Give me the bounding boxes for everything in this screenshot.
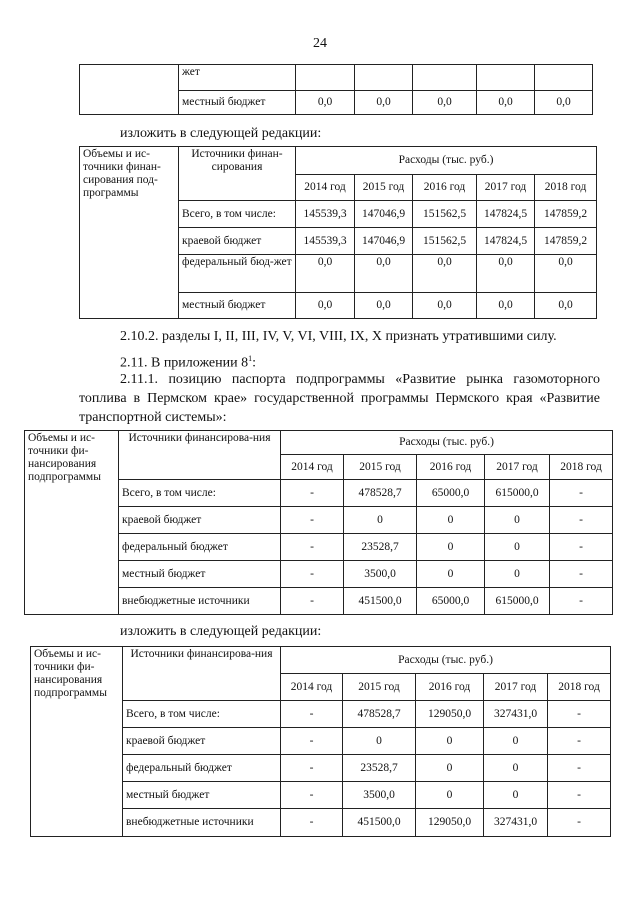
sources-header: Источники финансирова-ния	[123, 647, 281, 701]
superscript: 1	[248, 354, 253, 363]
intro-text-2: изложить в следующей редакции:	[120, 624, 322, 639]
value-cell: 0	[416, 755, 484, 782]
value-cell: 451500,0	[343, 809, 416, 837]
value-cell: 0	[344, 507, 417, 534]
value-cell: 0,0	[296, 255, 355, 293]
value-cell: 147824,5	[477, 201, 535, 228]
value-cell: 145539,3	[296, 228, 355, 255]
sources-header: Источники финан-сирования	[179, 147, 296, 201]
row-label: местный бюджет	[179, 91, 296, 115]
value-cell: 0	[485, 561, 550, 588]
year-header: 2015 год	[355, 175, 413, 201]
value-cell: -	[281, 588, 344, 615]
value-cell: -	[550, 480, 613, 507]
value-cell: 0	[484, 782, 548, 809]
row-label: краевой бюджет	[119, 507, 281, 534]
value-cell: 147859,2	[535, 228, 597, 255]
value-cell: 0,0	[477, 255, 535, 293]
value-cell: 327431,0	[484, 809, 548, 837]
value-cell: -	[281, 534, 344, 561]
value-cell: 129050,0	[416, 809, 484, 837]
value-cell: 0	[416, 782, 484, 809]
row-label: Всего, в том числе:	[179, 201, 296, 228]
year-header: 2018 год	[550, 455, 613, 480]
value-cell: 0,0	[296, 293, 355, 319]
value-cell: 0	[417, 507, 485, 534]
table-financing-old-2	[24, 430, 613, 615]
row-label: Всего, в том числе:	[119, 480, 281, 507]
year-header: 2016 год	[417, 455, 485, 480]
value-cell	[355, 65, 413, 91]
value-cell: 0	[484, 755, 548, 782]
value-cell: 147859,2	[535, 201, 597, 228]
year-header: 2018 год	[535, 175, 597, 201]
value-cell: 147824,5	[477, 228, 535, 255]
value-cell: 0,0	[355, 255, 413, 293]
row-label: Всего, в том числе:	[123, 701, 281, 728]
year-header: 2016 год	[413, 175, 477, 201]
row-label: краевой бюджет	[179, 228, 296, 255]
row-label: федеральный бюджет	[119, 534, 281, 561]
year-header: 2015 год	[344, 455, 417, 480]
intro-text-1: изложить в следующей редакции:	[120, 126, 322, 141]
table-financing-new-3	[30, 646, 611, 837]
row-label: федеральный бюд-жет	[179, 255, 296, 293]
year-header: 2018 год	[548, 674, 611, 701]
value-cell: 65000,0	[417, 480, 485, 507]
para-2-11-colon: :	[252, 355, 257, 371]
value-cell: 0	[417, 534, 485, 561]
value-cell: 478528,7	[343, 701, 416, 728]
value-cell: 129050,0	[416, 701, 484, 728]
row-label: местный бюджет	[179, 293, 296, 319]
value-cell: -	[550, 534, 613, 561]
value-cell: 0,0	[477, 91, 535, 115]
value-cell: 615000,0	[485, 588, 550, 615]
expenses-header: Расходы (тыс. руб.)	[281, 431, 613, 455]
section-header: Объемы и ис-точники финан-сирования под-программы	[80, 147, 179, 319]
value-cell: 0	[416, 728, 484, 755]
year-header: 2015 год	[343, 674, 416, 701]
empty-cell	[80, 65, 179, 115]
value-cell: 0,0	[413, 255, 477, 293]
value-cell: -	[548, 809, 611, 837]
value-cell: -	[281, 809, 343, 837]
value-cell: -	[281, 782, 343, 809]
value-cell: 65000,0	[417, 588, 485, 615]
value-cell: -	[548, 728, 611, 755]
year-header: 2017 год	[485, 455, 550, 480]
year-header: 2014 год	[296, 175, 355, 201]
value-cell: -	[548, 701, 611, 728]
value-cell: 0	[417, 561, 485, 588]
value-cell	[535, 65, 593, 91]
value-cell: -	[548, 755, 611, 782]
expenses-header: Расходы (тыс. руб.)	[296, 147, 597, 175]
page-number: 24	[313, 36, 327, 51]
value-cell	[477, 65, 535, 91]
value-cell: -	[550, 507, 613, 534]
value-cell: 451500,0	[344, 588, 417, 615]
row-label: местный бюджет	[119, 561, 281, 588]
value-cell: 0,0	[355, 293, 413, 319]
value-cell: -	[281, 480, 344, 507]
year-header: 2017 год	[484, 674, 548, 701]
value-cell: 0,0	[413, 293, 477, 319]
value-cell	[413, 65, 477, 91]
table-header-row	[80, 147, 597, 175]
value-cell: -	[550, 561, 613, 588]
para-2-11-text: 2.11. В приложении 8	[120, 355, 249, 371]
value-cell: 23528,7	[344, 534, 417, 561]
row-label: федеральный бюджет	[123, 755, 281, 782]
value-cell: 0,0	[535, 255, 597, 293]
section-header: Объемы и ис-точники фи-нансирования подпрограммы	[25, 431, 119, 615]
section-header: Объемы и ис-точники фи-нансирования подпрограммы	[31, 647, 123, 837]
value-cell: 151562,5	[413, 201, 477, 228]
row-label: внебюджетные источники	[123, 809, 281, 837]
value-cell	[296, 65, 355, 91]
value-cell: 0,0	[413, 91, 477, 115]
table-continuation	[79, 64, 593, 115]
value-cell: 0,0	[535, 293, 597, 319]
value-cell: 0,0	[355, 91, 413, 115]
value-cell: 615000,0	[485, 480, 550, 507]
row-label: краевой бюджет	[123, 728, 281, 755]
row-label: жет	[179, 65, 296, 91]
para-2-11-1: 2.11.1. позицию паспорта подпрограммы «Развитие рынка газомоторного топлива в Пермском крае» государственной программы Пермского края «Развитие транспортной системы»:	[79, 372, 600, 425]
value-cell: 478528,7	[344, 480, 417, 507]
value-cell: 147046,9	[355, 228, 413, 255]
value-cell: 0	[343, 728, 416, 755]
table-header-row	[31, 647, 611, 674]
value-cell: 0,0	[296, 91, 355, 115]
value-cell: -	[281, 561, 344, 588]
value-cell: -	[550, 588, 613, 615]
year-header: 2014 год	[281, 455, 344, 480]
value-cell: 151562,5	[413, 228, 477, 255]
sources-header: Источники финансирова-ния	[119, 431, 281, 480]
value-cell: 145539,3	[296, 201, 355, 228]
value-cell: -	[281, 701, 343, 728]
value-cell: 0,0	[535, 91, 593, 115]
value-cell: 3500,0	[344, 561, 417, 588]
value-cell: 0	[484, 728, 548, 755]
value-cell: -	[281, 755, 343, 782]
para-2-10-2: 2.10.2. разделы I, II, III, IV, V, VI, VIII, IX, X признать утратившими силу.	[120, 329, 557, 344]
value-cell: -	[281, 507, 344, 534]
value-cell: 23528,7	[343, 755, 416, 782]
value-cell: 0	[485, 534, 550, 561]
year-header: 2014 год	[281, 674, 343, 701]
year-header: 2016 год	[416, 674, 484, 701]
value-cell: -	[281, 728, 343, 755]
table-financing-new-1	[79, 146, 597, 319]
row-label: внебюджетные источники	[119, 588, 281, 615]
year-header: 2017 год	[477, 175, 535, 201]
table-row	[80, 65, 593, 91]
row-label: местный бюджет	[123, 782, 281, 809]
expenses-header: Расходы (тыс. руб.)	[281, 647, 611, 674]
table-header-row	[25, 431, 613, 455]
value-cell: 0,0	[477, 293, 535, 319]
value-cell: 147046,9	[355, 201, 413, 228]
value-cell: -	[548, 782, 611, 809]
value-cell: 3500,0	[343, 782, 416, 809]
value-cell: 0	[485, 507, 550, 534]
value-cell: 327431,0	[484, 701, 548, 728]
